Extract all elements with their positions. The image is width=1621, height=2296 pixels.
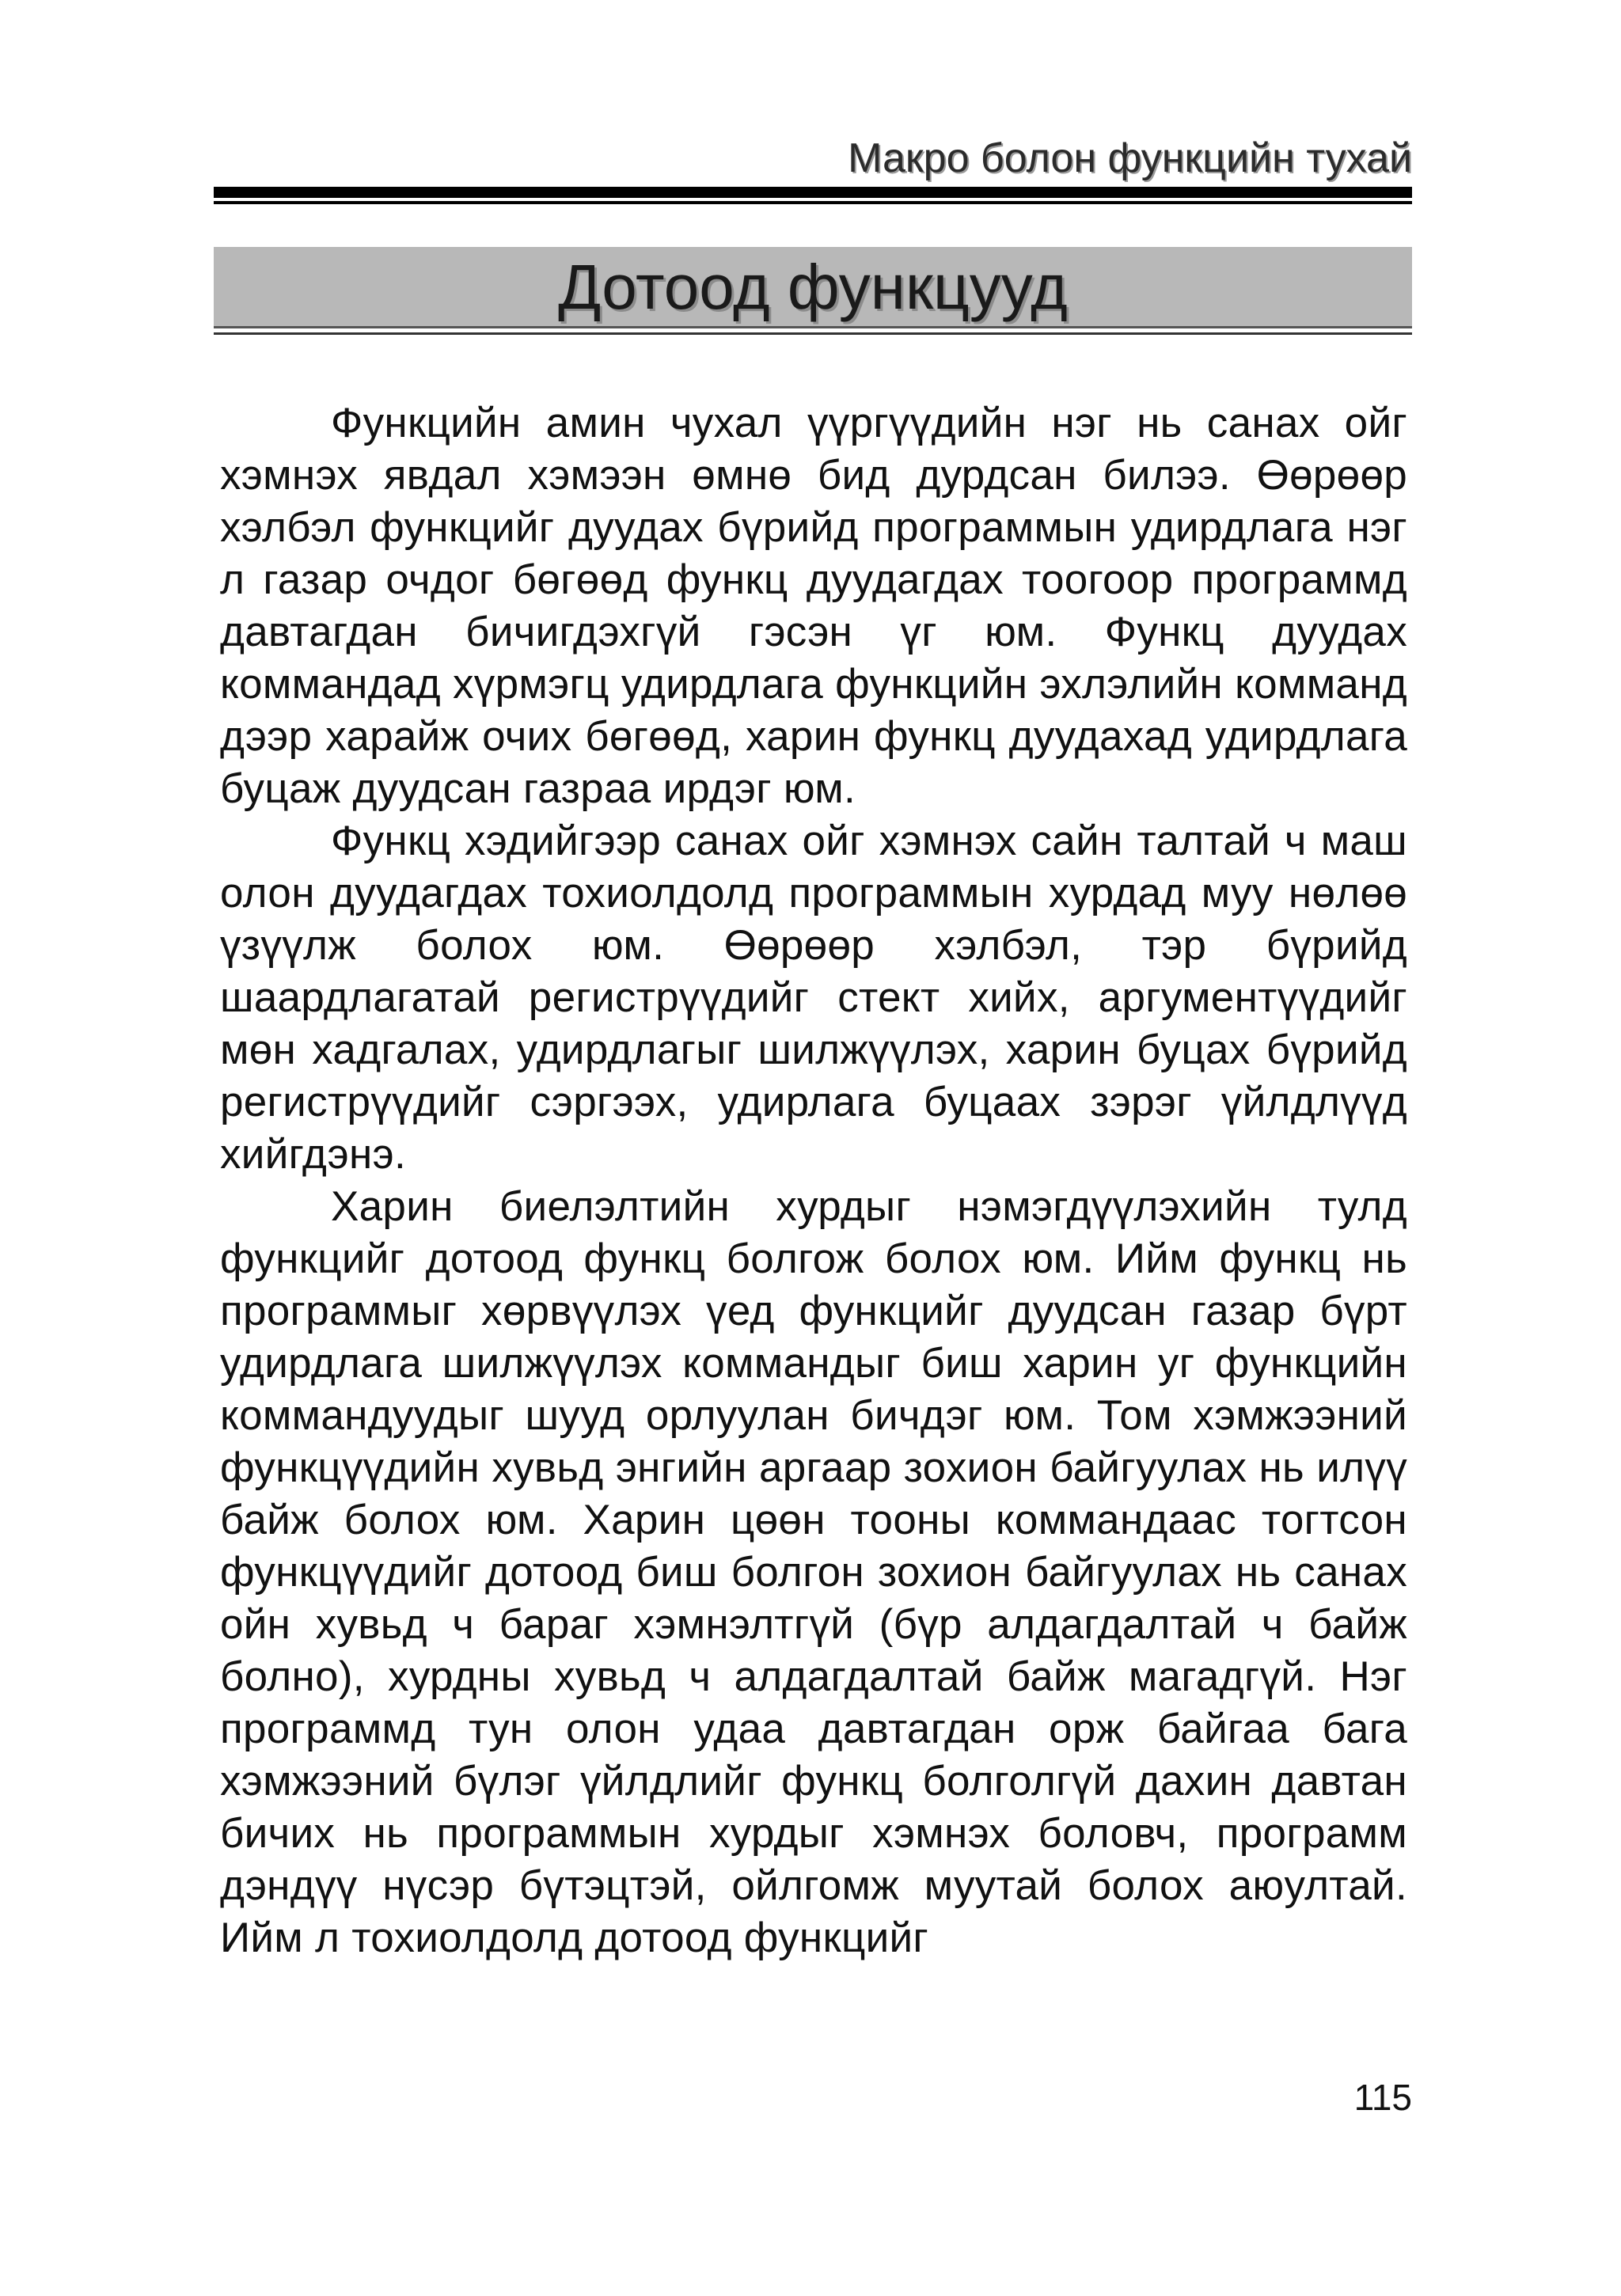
- header-rule-thick: [214, 187, 1412, 198]
- section-title-underline: [214, 332, 1412, 335]
- header-rule-thin: [214, 201, 1412, 204]
- paragraph: Функц хэдийгээр санах ойг хэмнэх сайн талтай ч маш олон дуудагдах тохиолдолд программын хурдад муу нөлөө үзүүлж болох юм. Өөрөөр хэлбэл, тэр бүрийд шаардлагатай регистрүүдийг стект хийх, аргументүүдийг мөн хадгалах, удирдлагыг шилжүүлэх, харин буцах бүрийд регистрүүдийг сэргээх, удирлага буцаах зэрэг үйлдлүүд хийгдэнэ.: [220, 818, 1407, 1178]
- page-number: 115: [1353, 2077, 1412, 2118]
- section-title: Дотоод функцууд: [558, 252, 1068, 322]
- body-text: [220, 397, 1407, 1964]
- paragraph: Харин биелэлтийн хурдыг нэмэгдүүлэхийн тулд функцийг дотоод функц болгож болох юм. Ийм функц нь программыг хөрвүүлэх үед функцийг дуудсан газар бүрт удирдлага шилжүүлэх коммандыг биш харин уг функцийн коммандуудыг шууд орлуулан бичдэг юм. Том хэмжээний функцүүдийн хувьд энгийн аргаар зохион байгуулах нь илүү байж болох юм. Харин цөөн тооны коммандаас тогтсон функцүүдийг дотоод биш болгон зохион байгуулах нь санах ойн хувьд ч бараг хэмнэлтгүй (бүр алдагдалтай ч байж болно), хурдны хувьд ч алдагдалтай байж магадгүй. Нэг программд тун олон удаа давтагдан орж байгаа бага хэмжээний бүлэг үйлдлийг функц болголгүй дахин давтан бичих нь программын хурдыг хэмнэх боловч, программ дэндүү нүсэр бүтэцтэй, ойлгомж муутай болох аюултай. Ийм л тохиолдолд дотоод функцийг: [220, 1183, 1407, 1961]
- paragraph: Функцийн амин чухал үүргүүдийн нэг нь санах ойг хэмнэх явдал хэмээн өмнө бид дурдсан билээ. Өөрөөр хэлбэл функцийг дуудах бүрийд программын удирдлага нэг л газар очдог бөгөөд функц дуудагдах тоогоор программд давтагдан бичигдэхгүй гэсэн үг юм. Функц дуудах коммандад хүрмэгц удирдлага функцийн эхлэлийн комманд дээр харайж очих бөгөөд, харин функц дуудахад удирдлага буцаж дуудсан газраа ирдэг юм.: [220, 400, 1407, 812]
- running-header: Макро болон функцийн тухай: [848, 135, 1412, 181]
